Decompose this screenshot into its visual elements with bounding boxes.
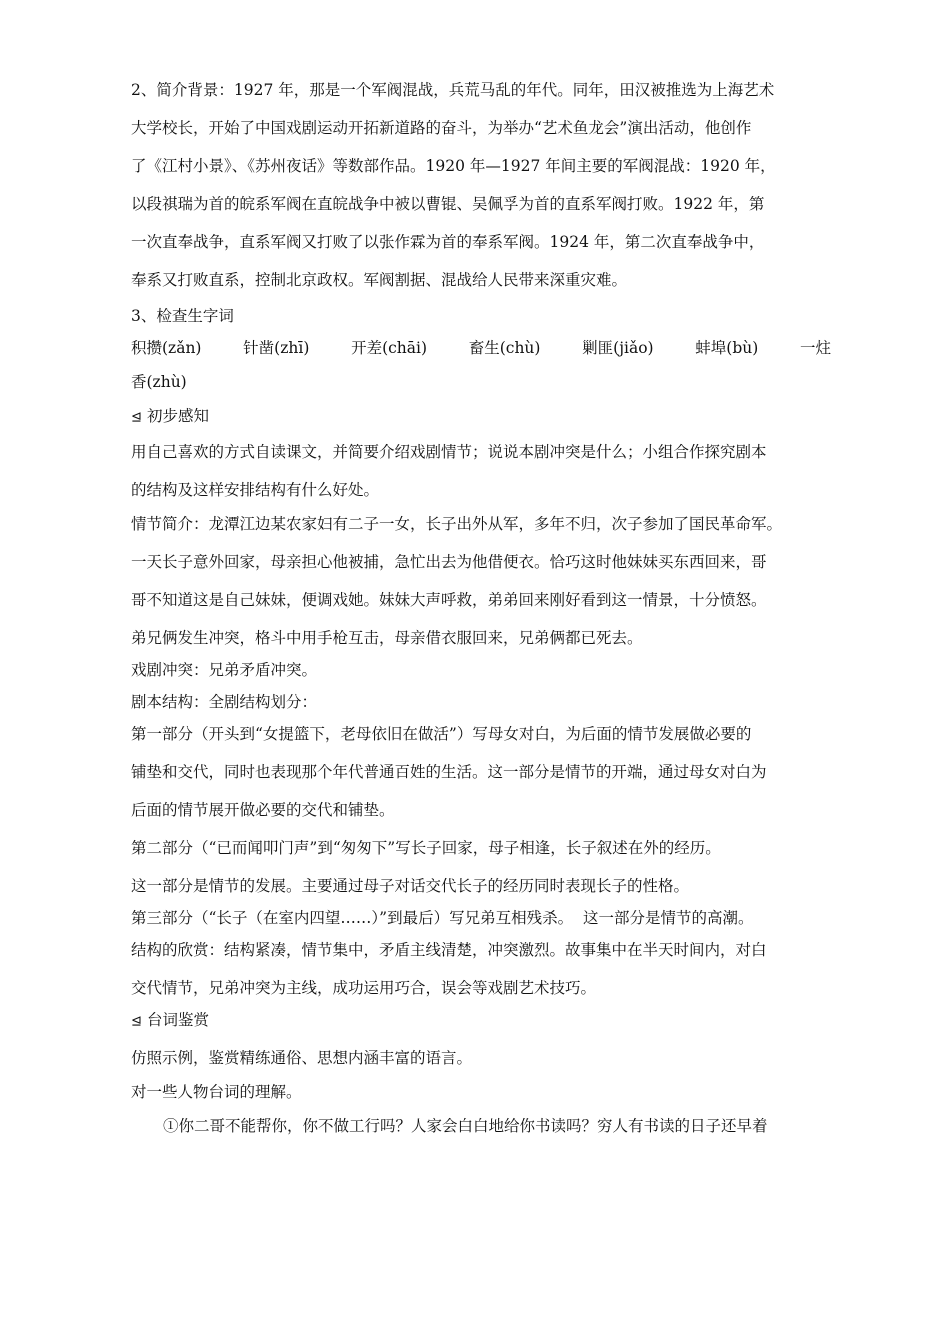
background-section: [131, 76, 831, 294]
text-line: 第二部分（“已而闻叩门声”到“匆匆下”写长子回家，母子相逢，长子叙述在外的经历。: [131, 839, 721, 857]
dialogue-section: [131, 1006, 831, 1140]
vocab-word: 积攒(zǎn): [131, 339, 202, 357]
section-heading: 3、检查生字词: [131, 307, 234, 325]
vocab-word: 开差(chāi): [351, 339, 428, 357]
text-line: ①你二哥不能帮你，你不做工行吗？人家会白白地给你书读吗？穷人有书读的日子还早着: [163, 1117, 768, 1135]
perception-section: [131, 402, 831, 1002]
section-marker-icon: ⊴: [131, 410, 142, 425]
text-line: 结构的欣赏：结构紧凑，情节集中，矛盾主线清楚，冲突激烈。故事集中在半天时间内，对白: [131, 941, 767, 959]
text-line: 2、简介背景：1927 年，那是一个军阀混战，兵荒马乱的年代。同年，田汉被推选为上海艺术: [131, 81, 775, 99]
vocab-word-wrap: 香(zhù): [131, 373, 187, 391]
text-line: 铺垫和交代，同时也表现那个年代普通百姓的生活。这一部分是情节的开端，通过母女对白为: [131, 763, 767, 781]
text-line: 第一部分（开头到“女提篮下，老母依旧在做活”）写母女对白，为后面的情节发展做必要的: [131, 725, 752, 743]
text-line: 弟兄俩发生冲突，格斗中用手枪互击，母亲借衣服回来，兄弟俩都已死去。: [131, 629, 643, 647]
text-line: 交代情节，兄弟冲突为主线，成功运用巧合，误会等戏剧艺术技巧。: [131, 979, 597, 997]
document-page: [131, 76, 831, 1140]
vocab-row: [131, 334, 831, 362]
text-line: 后面的情节展开做必要的交代和铺垫。: [131, 801, 395, 819]
vocab-word: 针凿(zhī): [243, 339, 310, 357]
section-heading: ⊴ 初步感知: [131, 402, 831, 432]
text-line: 一次直奉战争，直系军阀又打败了以张作霖为首的奉系军阀。1924 年，第二次直奉战争中，: [131, 233, 765, 251]
vocab-word: 一炷: [799, 339, 831, 357]
text-line: 剧本结构：全剧结构划分：: [131, 693, 318, 711]
text-line: 这一部分是情节的发展。主要通过母子对话交代长子的经历同时表现长子的性格。: [131, 877, 690, 895]
text-line: 戏剧冲突：兄弟矛盾冲突。: [131, 661, 318, 679]
text-line: 用自己喜欢的方式自读课文，并简要介绍戏剧情节；说说本剧冲突是什么；小组合作探究剧本: [131, 443, 767, 461]
vocab-section: [131, 302, 831, 396]
text-line: 的结构及这样安排结构有什么好处。: [131, 481, 380, 499]
text-line: 对一些人物台词的理解。: [131, 1083, 302, 1101]
text-line: 情节简介：龙潭江边某农家妇有二子一女，长子出外从军，多年不归，次子参加了国民革命军。: [131, 515, 783, 533]
text-line: 以段祺瑞为首的皖系军阀在直皖战争中被以曹锟、吴佩孚为首的直系军阀打败。1922 年，第: [131, 195, 765, 213]
vocab-word: 畜生(chù): [468, 339, 541, 357]
text-line: 奉系又打败直系，控制北京政权。军阀割据、混战给人民带来深重灾难。: [131, 271, 628, 289]
text-line: 一天长子意外回家，母亲担心他被捕，急忙出去为他借便衣。恰巧这时他妹妹买东西回来，哥: [131, 553, 767, 571]
text-line: 仿照示例，鉴赏精练通俗、思想内涵丰富的语言。: [131, 1049, 473, 1067]
text-line: 了《江村小景》、《苏州夜话》等数部作品。1920 年—1927 年间主要的军阀混战：1920 年，: [131, 157, 776, 175]
text-line: 大学校长，开始了中国戏剧运动开拓新道路的奋斗，为举办“艺术鱼龙会”演出活动，他创作: [131, 119, 752, 137]
text-line: 第三部分（“长子（在室内四望……）”到最后）写兄弟互相残杀。 这一部分是情节的高潮。: [131, 909, 754, 927]
text-line: 哥不知道这是自己妹妹，便调戏她。妹妹大声呼救，弟弟回来刚好看到这一情景，十分愤怒。: [131, 591, 767, 609]
vocab-word: 蚌埠(bù): [695, 339, 759, 357]
section-heading: ⊴ 台词鉴赏: [131, 1006, 831, 1036]
section-marker-icon: ⊴: [131, 1014, 142, 1029]
vocab-word: 剿匪(jiǎo): [582, 339, 654, 357]
